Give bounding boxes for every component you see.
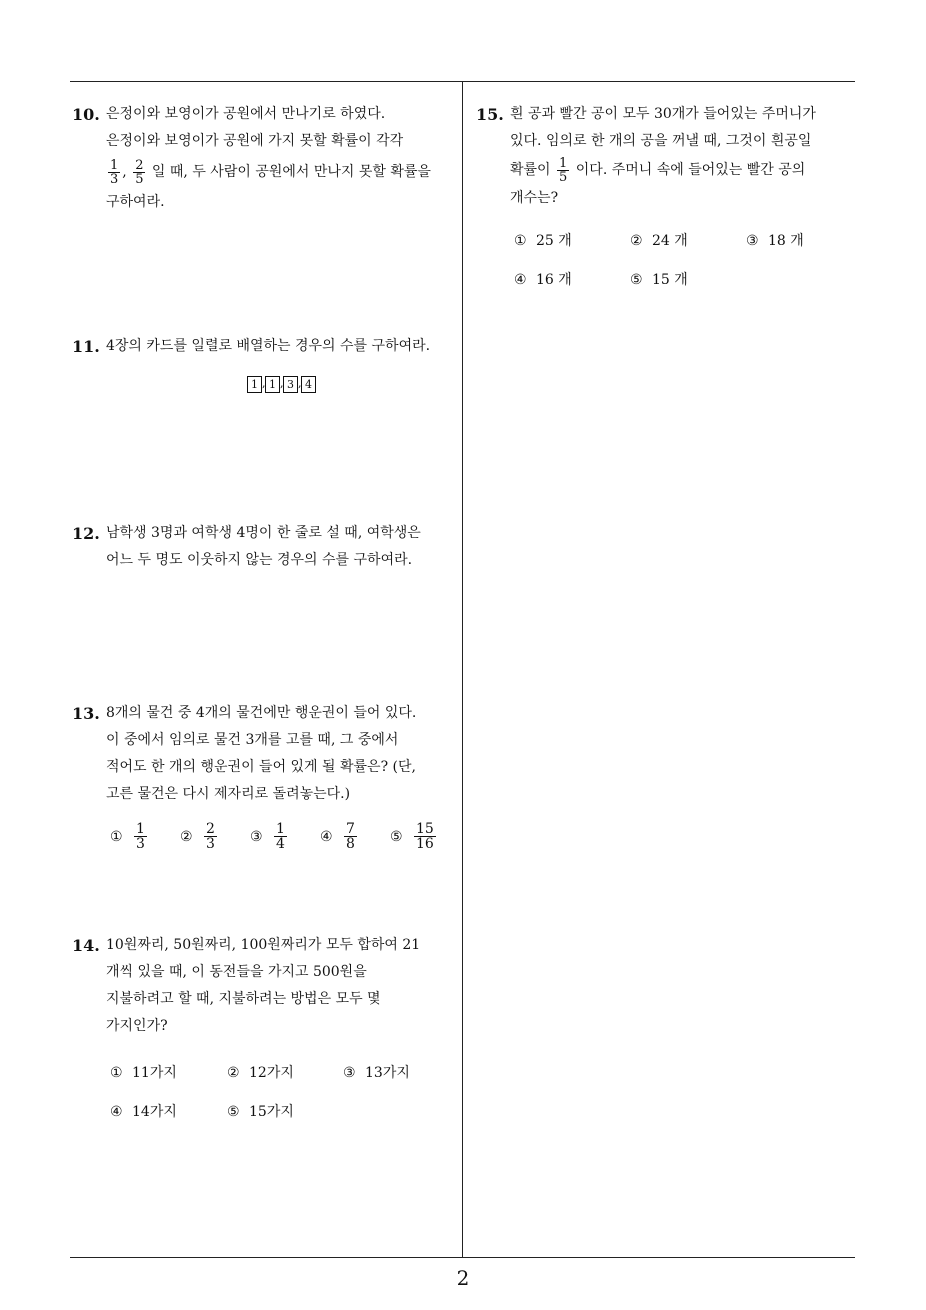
number-card: 1 (247, 376, 262, 393)
question-text-line: 개씩 있을 때, 이 동전들을 가지고 500원을 (106, 964, 367, 980)
answer-choices (110, 1062, 450, 1132)
choice-3[interactable]: ③ $\frac{1}{4}$ (250, 821, 285, 852)
question-number: 12. (72, 524, 100, 543)
question-number: 10. (72, 105, 100, 124)
question-text-line: 구하여라. (106, 194, 165, 210)
fraction: $\frac{15}{16}$ (416, 821, 434, 852)
fraction: $\frac{2}{5}$ (135, 157, 144, 187)
question-15 (476, 101, 851, 212)
choice-4[interactable]: ④ 16 개 (514, 272, 572, 288)
card-row: 1 , 1 , 3 , 4 (72, 370, 457, 397)
fraction: $\frac{1}{4}$ (276, 821, 285, 852)
question-text-line: 4장의 카드를 일렬로 배열하는 경우의 수를 구하여라. (106, 338, 431, 354)
choice-2[interactable]: ② 12가지 (227, 1065, 294, 1081)
choice-1[interactable]: ① 11가지 (110, 1065, 177, 1081)
question-number: 11. (72, 337, 100, 356)
question-12 (72, 520, 457, 574)
question-text-line: 10원짜리, 50원짜리, 100원짜리가 모두 합하여 21 (106, 937, 421, 953)
question-text-line: 이 중에서 임의로 물건 3개를 고를 때, 그 중에서 (106, 732, 399, 748)
choice-3[interactable]: ③ 13가지 (343, 1065, 410, 1081)
question-text-line: 적어도 한 개의 행운권이 들어 있게 될 확률은? (단, (106, 759, 416, 775)
number-card: 3 (283, 376, 298, 393)
question-11 (72, 333, 457, 397)
question-text-line: 있다. 임의로 한 개의 공을 꺼낼 때, 그것이 흰공일 (510, 133, 812, 149)
question-10 (72, 101, 457, 216)
fraction: $\frac{1}{5}$ (559, 155, 568, 185)
answer-choices (514, 230, 844, 300)
choice-3[interactable]: ③ 18 개 (746, 233, 804, 249)
question-14 (72, 932, 457, 1040)
question-text-line: 고른 물건은 다시 제자리로 돌려놓는다.) (106, 786, 351, 802)
fraction: $\frac{1}{3}$ (110, 157, 119, 187)
question-number: 13. (72, 704, 100, 723)
question-text-line: 은정이와 보영이가 공원에 가지 못할 확률이 각각 (106, 133, 404, 149)
choice-2[interactable]: ② $\frac{2}{3}$ (180, 821, 215, 852)
question-text-line: 어느 두 명도 이웃하지 않는 경우의 수를 구하여라. (106, 552, 413, 568)
choice-5[interactable]: ⑤ 15 개 (630, 272, 688, 288)
page-number: 2 (456, 1266, 470, 1290)
question-text-line: 지불하려고 할 때, 지불하려는 방법은 모두 몇 (106, 991, 381, 1007)
fraction: $\frac{2}{3}$ (206, 821, 215, 852)
choice-5[interactable]: ⑤ $\frac{15}{16}$ (390, 821, 434, 852)
question-text-line: 8개의 물건 중 4개의 물건에만 행운권이 들어 있다. (106, 705, 417, 721)
bottom-rule (70, 1257, 855, 1258)
question-text-line: 개수는? (510, 190, 559, 206)
choice-1[interactable]: ① 25 개 (514, 233, 572, 249)
question-number: 15. (476, 105, 504, 124)
choice-1[interactable]: ① $\frac{1}{3}$ (110, 821, 145, 852)
question-text-line: $\frac{1}{3}$ , $\frac{2}{5}$ 일 때, 두 사람이 공원에서 만나지 못할 확률을 (110, 157, 431, 187)
number-card: 1 (265, 376, 280, 393)
question-text-line: 흰 공과 빨간 공이 모두 30개가 들어있는 주머니가 (510, 106, 816, 122)
column-divider (462, 82, 463, 1257)
question-number: 14. (72, 936, 100, 955)
choice-4[interactable]: ④ 14가지 (110, 1104, 177, 1120)
fraction: $\frac{7}{8}$ (346, 821, 355, 852)
question-text-line: 가지인가? (106, 1018, 168, 1034)
question-13 (72, 700, 457, 808)
choice-5[interactable]: ⑤ 15가지 (227, 1104, 294, 1120)
question-text-line: 은정이와 보영이가 공원에서 만나기로 하였다. (106, 106, 386, 122)
question-text-line: 남학생 3명과 여학생 4명이 한 줄로 설 때, 여학생은 (106, 525, 421, 541)
number-card: 4 (301, 376, 316, 393)
fraction: $\frac{1}{3}$ (136, 821, 145, 852)
choice-2[interactable]: ② 24 개 (630, 233, 688, 249)
answer-choices (110, 822, 450, 862)
choice-4[interactable]: ④ $\frac{7}{8}$ (320, 821, 355, 852)
question-text-line: 확률이 $\frac{1}{5}$ 이다. 주머니 속에 들어있는 빨간 공의 (510, 155, 806, 185)
